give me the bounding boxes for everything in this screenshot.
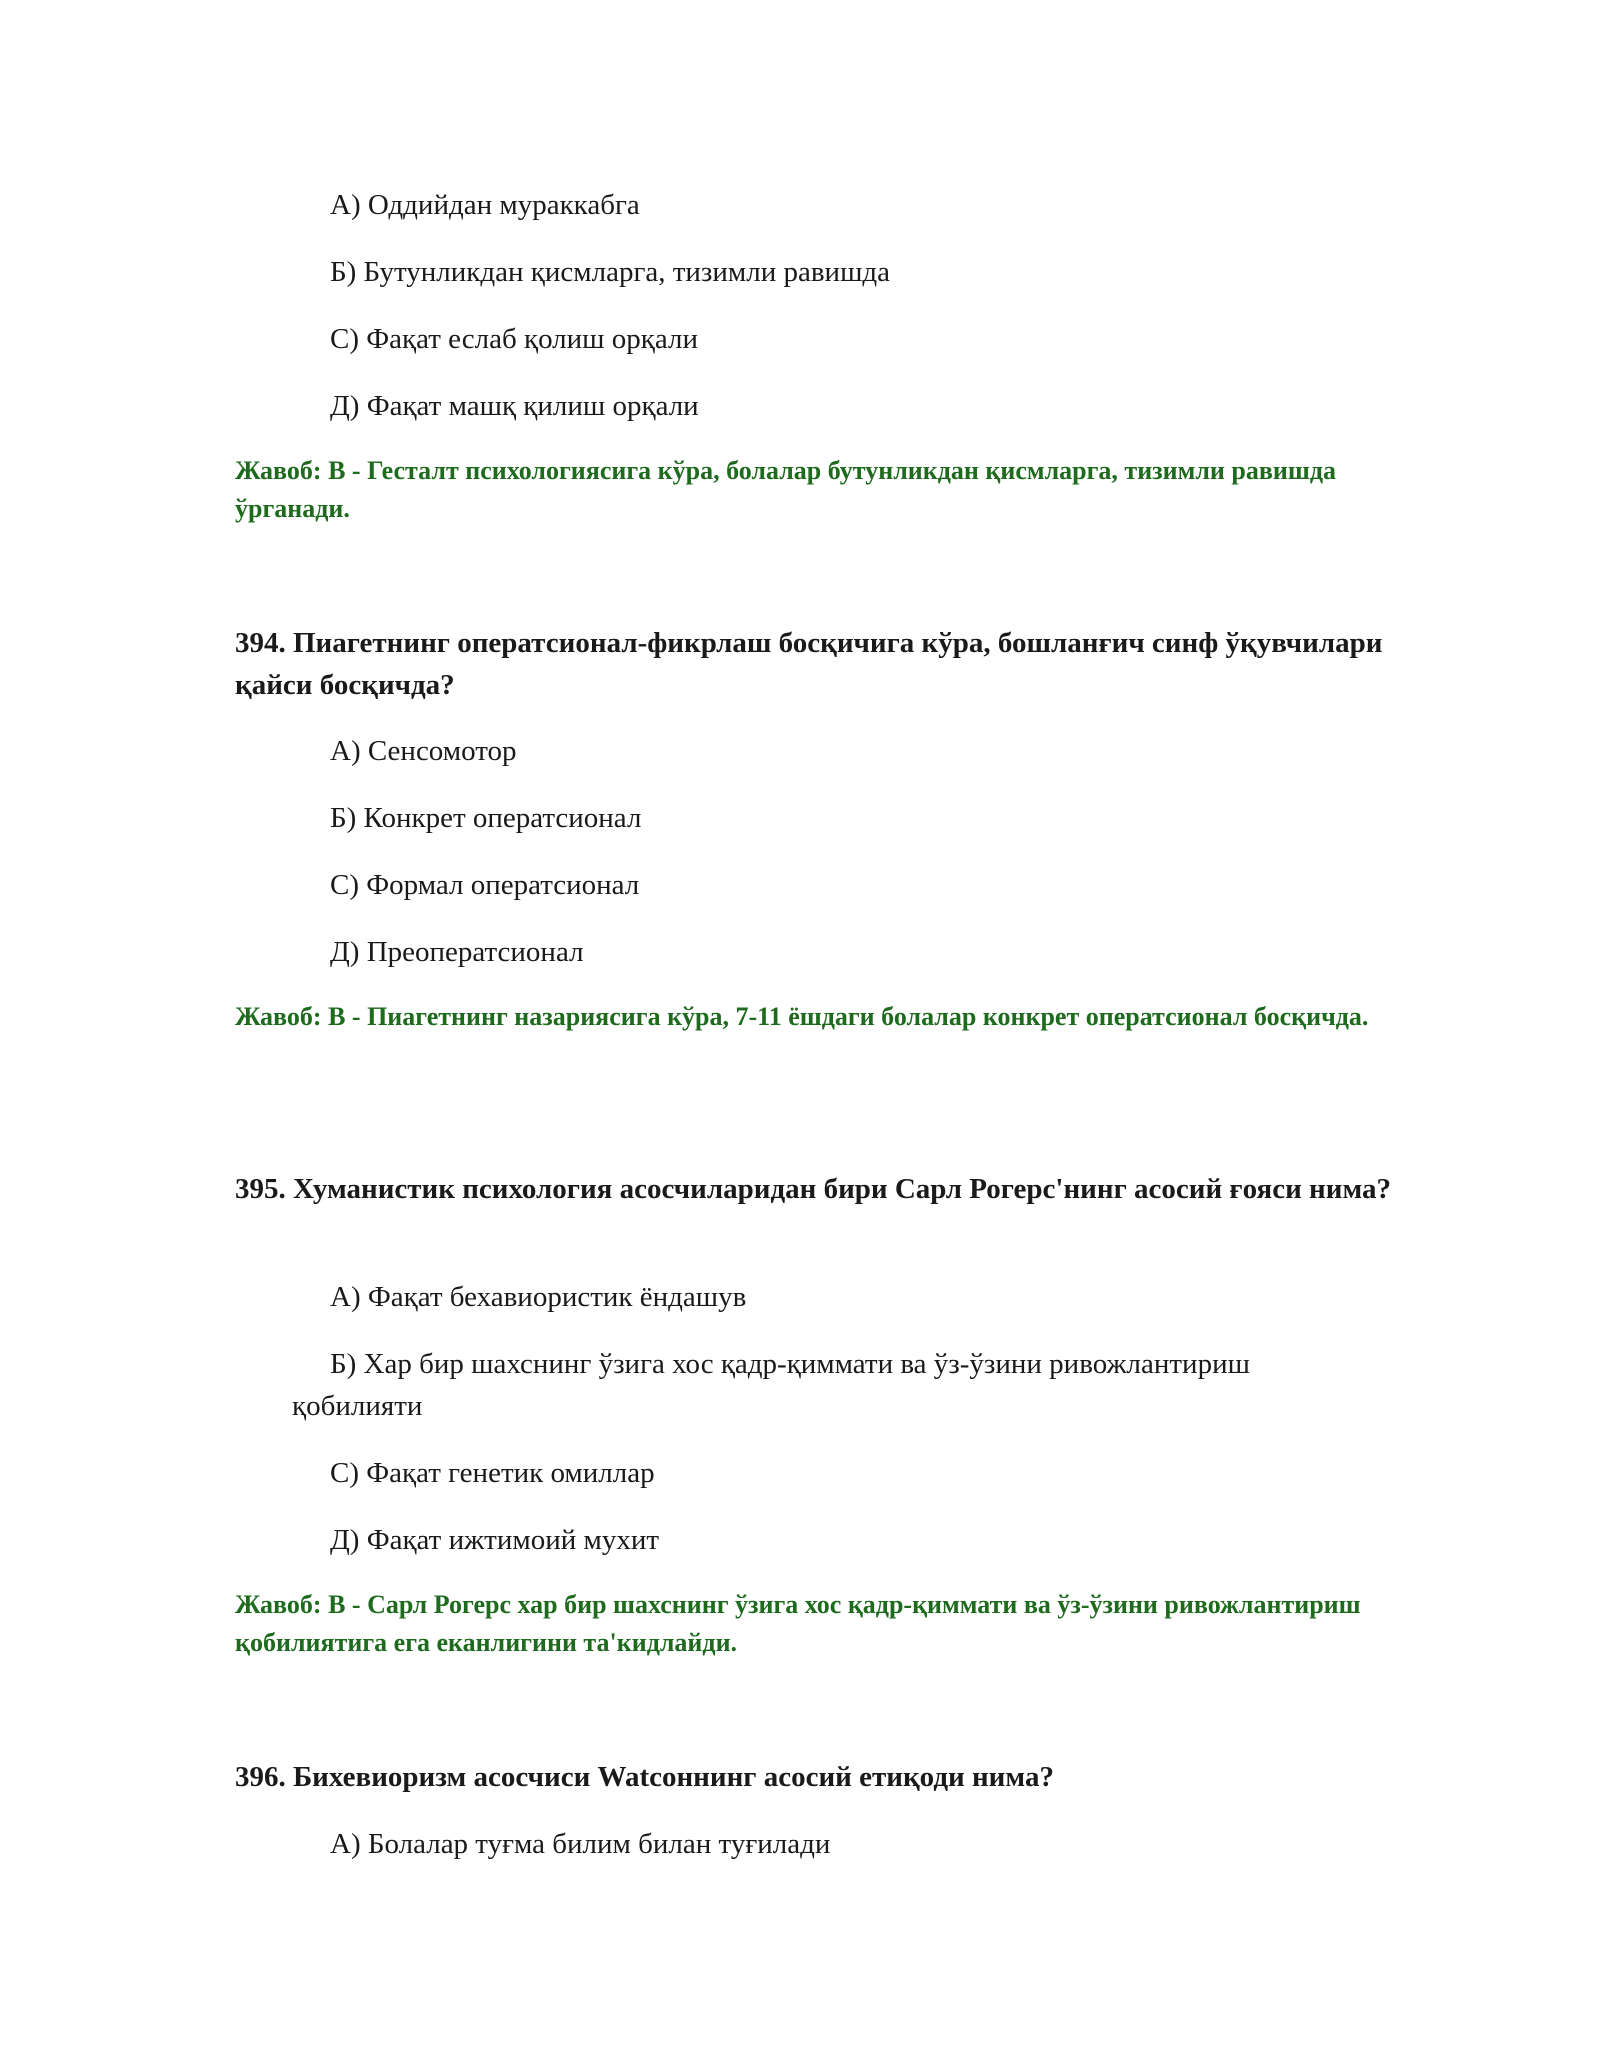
option-394-a: А) Сенсомотор xyxy=(330,735,517,767)
answer-393: Жавоб: В - Гесталт психологиясига кўра, болалар бутунликдан қисмларга, тизимли равишда ўрганади. xyxy=(235,456,1336,523)
option-393-d: Д) Фақат машқ қилиш орқали xyxy=(330,390,699,422)
option-394-c: С) Формал оператсионал xyxy=(330,869,640,901)
option-393-a: А) Оддийдан мураккабга xyxy=(330,189,640,221)
option-395-b: Б) Хар бир шахснинг ўзига хос қадр-қиммати ва ўз-ўзини ривожлантириш xyxy=(330,1348,1250,1380)
question-395: 395. Хуманистик психология асосчиларидан бири Сарл Рогерс'нинг асосий ғояси нима? xyxy=(235,1173,1392,1205)
option-396-a: А) Болалар туғма билим билан туғилади xyxy=(330,1828,831,1860)
option-393-b: Б) Бутунликдан қисмларга, тизимли равишда xyxy=(330,256,891,288)
option-394-b: Б) Конкрет оператсионал xyxy=(330,802,642,834)
answer-394: Жавоб: В - Пиагетнинг назариясига кўра, 7-11 ёшдаги болалар конкрет оператсионал босқичда. xyxy=(235,1002,1369,1031)
answer-395: Жавоб: В - Сарл Рогерс хар бир шахснинг ўзига хос қадр-қиммати ва ўз-ўзини ривожлантириш қобилиятига ега еканлигини та'кидлайди. xyxy=(235,1590,1361,1657)
option-393-c: С) Фақат еслаб қолиш орқали xyxy=(330,323,698,355)
option-395-b-continuation: қобилияти xyxy=(292,1390,423,1422)
question-394: 394. Пиагетнинг оператсионал-фикрлаш босқичига кўра, бошланғич синф ўқувчилари қайси босқичда? xyxy=(235,627,1383,701)
option-395-a: А) Фақат бехавиористик ёндашув xyxy=(330,1281,747,1313)
option-394-d: Д) Преоператсионал xyxy=(330,936,584,968)
question-396: 396. Бихевиоризм асосчиси Watсоннинг асосий етиқоди нима? xyxy=(235,1761,1054,1793)
option-395-c: С) Фақат генетик омиллар xyxy=(330,1457,655,1489)
option-395-d: Д) Фақат ижтимоий мухит xyxy=(330,1524,660,1556)
